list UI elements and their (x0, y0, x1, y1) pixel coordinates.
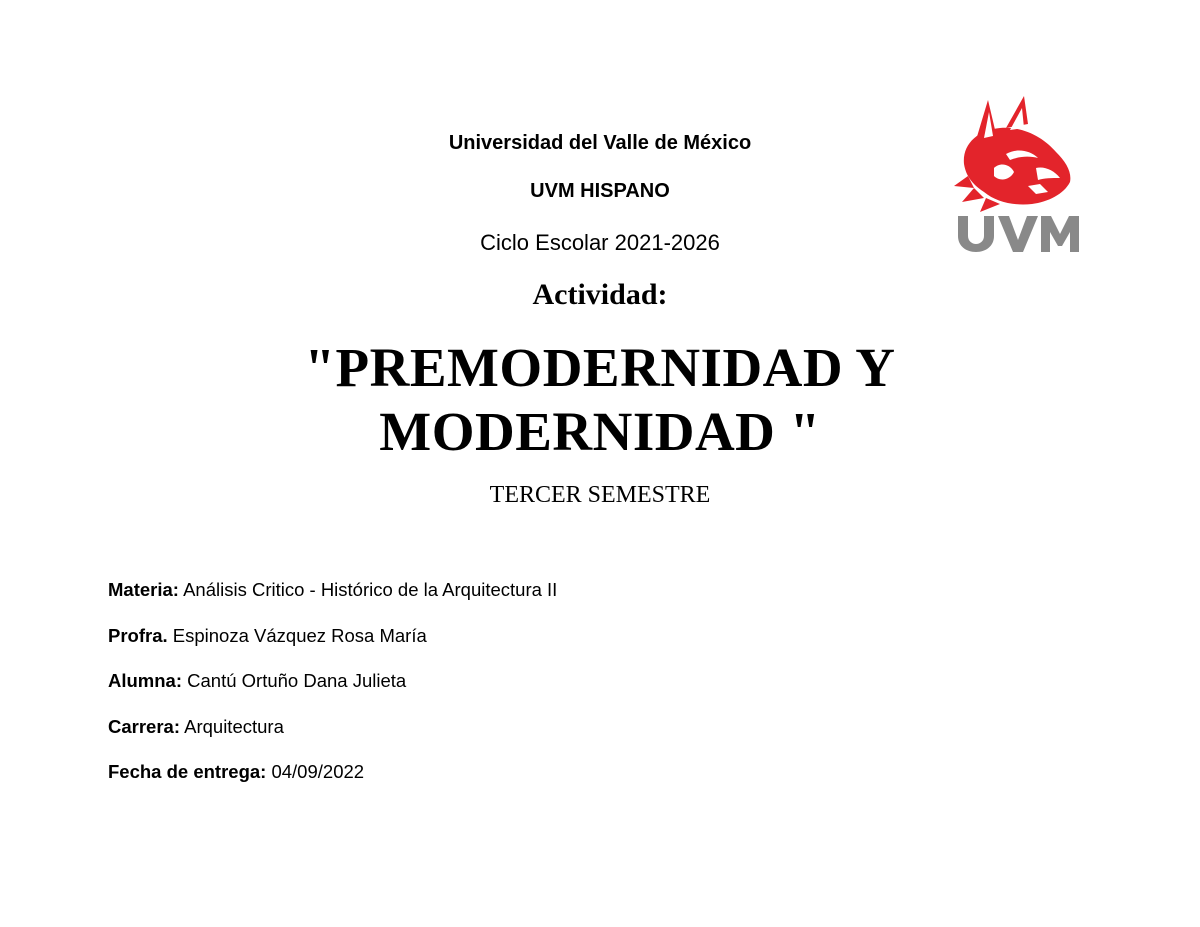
info-row-subject (108, 578, 557, 624)
activity-label: Actividad: (532, 278, 668, 311)
info-row-career (108, 715, 557, 761)
info-row-teacher (108, 624, 557, 670)
university-name: Universidad del Valle de México (448, 132, 752, 154)
info-row-student (108, 669, 557, 715)
activity-title-line-2: MODERNIDAD " (379, 401, 821, 462)
info-label: Alumna: (108, 670, 182, 691)
info-row-due-date (108, 760, 557, 806)
campus-name: UVM HISPANO (530, 180, 670, 202)
info-list (108, 578, 557, 806)
info-value: Cantú Ortuño Dana Julieta (182, 670, 407, 691)
semester: TERCER SEMESTRE (489, 482, 711, 508)
info-value: 04/09/2022 (266, 761, 365, 782)
uvm-logo (944, 94, 1084, 254)
info-label: Carrera: (108, 715, 180, 737)
info-value: Arquitectura (180, 715, 284, 737)
lynx-mascot-icon (944, 94, 1084, 254)
info-label: Materia: (108, 579, 179, 600)
info-label: Profra. (108, 624, 168, 646)
info-label: Fecha de entrega: (108, 761, 267, 782)
info-value: Análisis Critico - Histórico de la Arquitectura II (178, 579, 558, 600)
info-value: Espinoza Vázquez Rosa María (167, 624, 427, 646)
school-cycle: Ciclo Escolar 2021-2026 (480, 230, 720, 255)
activity-title-line-1: "PREMODERNIDAD Y (304, 337, 896, 398)
